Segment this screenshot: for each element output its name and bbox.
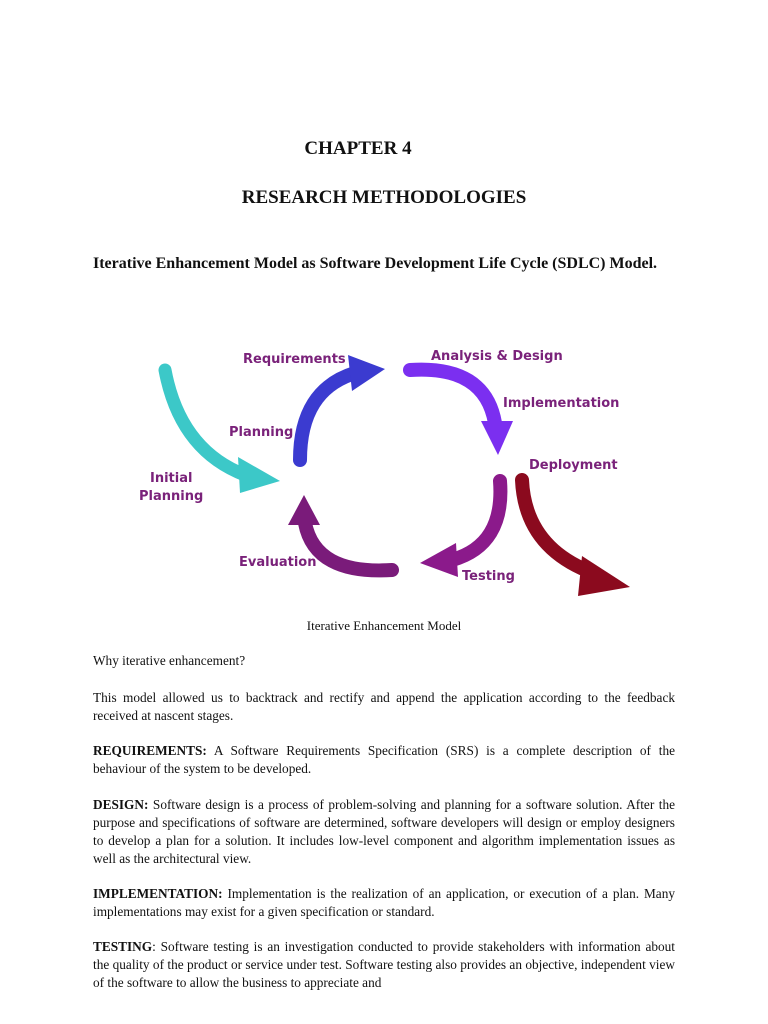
subsection-heading: Iterative Enhancement Model as Software Development Life Cycle (SDLC) Model. — [93, 255, 658, 272]
text-implementation: Implementation is the realization of an application, or execution of a plan. Many implementations may exist for a given specification or standard. — [93, 886, 675, 919]
iterative-enhancement-diagram — [120, 335, 640, 615]
label-testing: Testing — [462, 569, 515, 584]
analysis-design-arrow — [410, 370, 495, 423]
text-design: Software design is a process of problem-solving and planning for a software solution. After the purpose and specifications of software are determined, software developers will design or employ designers to develop a plan for a solution. It includes low-level component and algorithm implementation issues as well as the architectural view. — [93, 797, 675, 866]
evaluation-arrow — [305, 523, 392, 570]
label-evaluation: Evaluation — [239, 555, 317, 570]
evaluation-arrowhead — [288, 495, 320, 525]
paragraph-testing — [93, 938, 675, 992]
initial-planning-arrow — [165, 370, 245, 475]
requirements-arrowhead — [348, 355, 385, 391]
section-title: RESEARCH METHODOLOGIES — [241, 187, 527, 208]
label-initial: Initial — [150, 471, 193, 486]
paragraph-requirements — [93, 742, 675, 778]
deployment-arrow — [522, 480, 588, 571]
label-implementation: Implementation — [503, 396, 620, 411]
text-testing: : Software testing is an investigation conducted to provide stakeholders with information about the quality of the product or service under test. Software testing also provides an objective, independent view of the software to allow the business to appreciate and — [93, 939, 675, 990]
term-design: DESIGN: — [93, 797, 149, 812]
chapter-number: CHAPTER 4 — [304, 138, 412, 159]
testing-arrow — [452, 481, 500, 560]
paragraph-implementation — [93, 885, 675, 921]
paragraph-design — [93, 796, 675, 868]
text-requirements: A Software Requirements Specification (SRS) is a complete description of the behaviour of the system to be developed. — [93, 743, 675, 776]
analysis-design-arrowhead — [481, 421, 513, 455]
label-deployment: Deployment — [529, 458, 618, 473]
term-requirements: REQUIREMENTS: — [93, 743, 207, 758]
label-initial-planning: Planning — [139, 489, 204, 504]
paragraph-why: Why iterative enhancement? — [93, 653, 246, 668]
term-testing: TESTING — [93, 939, 153, 954]
term-implementation: IMPLEMENTATION: — [93, 886, 223, 901]
label-analysis-design: Analysis & Design — [431, 349, 563, 364]
deployment-arrowhead — [578, 556, 630, 596]
label-requirements: Requirements — [243, 352, 346, 367]
initial-planning-arrowhead — [238, 457, 280, 493]
testing-arrowhead — [420, 543, 458, 577]
requirements-arrow — [300, 373, 355, 460]
label-planning: Planning — [229, 425, 294, 440]
paragraph-model: This model allowed us to backtrack and rectify and append the application according to the feedback received at nascent stages. — [93, 690, 675, 723]
figure-caption: Iterative Enhancement Model — [306, 618, 462, 633]
